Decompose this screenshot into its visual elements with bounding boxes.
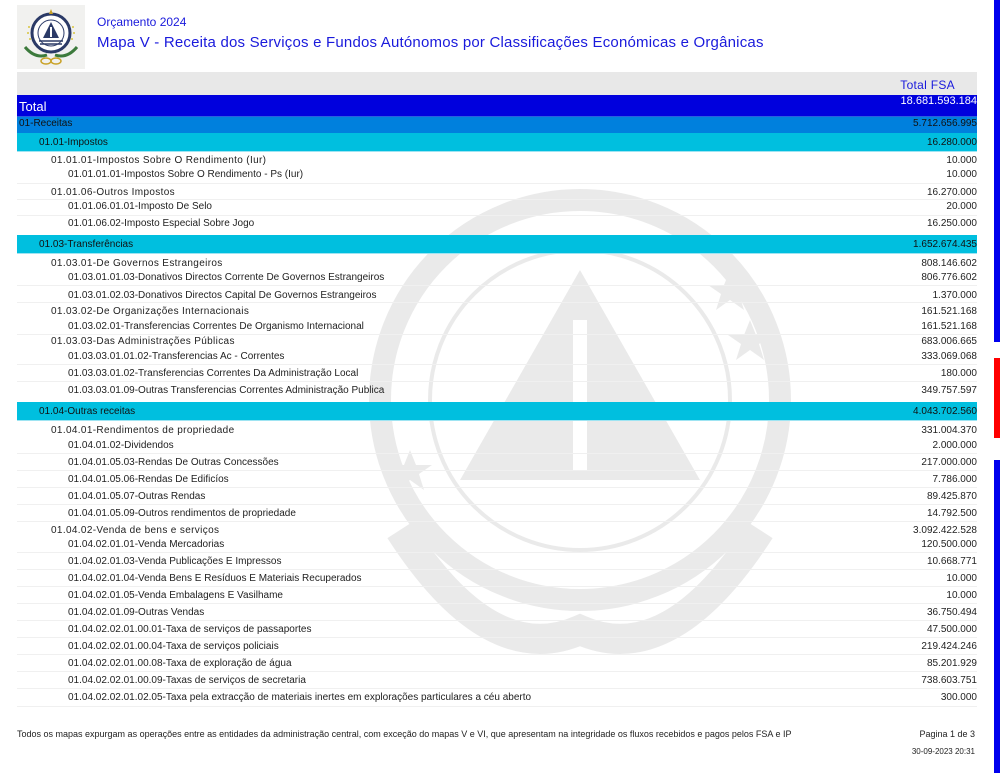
item-row: [17, 491, 977, 503]
item-row: [17, 607, 977, 619]
row-value: 47.500.000: [926, 624, 977, 635]
column-header-total-fsa: Total FSA: [900, 78, 955, 92]
row-divider: [17, 487, 977, 488]
row-label: 01.04.01.02-Dividendos: [68, 440, 174, 451]
row-value: 349.757.597: [921, 385, 977, 396]
report-subtitle: Orçamento 2024: [97, 15, 187, 29]
row-value: 7.786.000: [932, 474, 977, 485]
section-value: 1.652.674.435: [913, 239, 977, 250]
row-value: 10.668.771: [926, 556, 977, 567]
row-divider: [17, 199, 977, 200]
row-label: 01.04.01.05.09-Outros rendimentos de propriedade: [68, 508, 296, 519]
row-label: 01.04.02.02.01.02.05-Taxa pela extracção de materiais inertes em explorações particulares a céu aberto: [68, 692, 532, 703]
row-label: 01.04.02.01.01-Venda Mercadorias: [68, 539, 225, 550]
item-row: [17, 385, 977, 397]
section-row: [17, 133, 977, 152]
row-value: 180.000: [940, 368, 977, 379]
row-label: 01.03.01.01.03-Donativos Directos Corrente De Governos Estrangeiros: [68, 272, 385, 283]
row-value: 683.006.665: [921, 336, 977, 347]
row-label: 01.04.02.01.05-Venda Embalagens E Vasilhame: [68, 590, 283, 601]
row-value: 20.000: [946, 201, 977, 212]
row-value: 161.521.168: [921, 306, 977, 317]
row-label: 01.03.02.01-Transferencias Correntes De Organismo Internacional: [68, 321, 364, 332]
row-value: 10.000: [946, 590, 977, 601]
item-row: [17, 573, 977, 585]
row-divider: [17, 285, 977, 286]
row-label: 01.01.06.01.01-Imposto De Selo: [68, 201, 212, 212]
total-value: 18.681.593.184: [900, 95, 977, 107]
item-row: [17, 457, 977, 469]
group-row: [17, 258, 977, 270]
total-label: Total: [19, 99, 47, 114]
row-label: 01.04.02.02.01.00.09-Taxas de serviços de secretaria: [68, 675, 306, 686]
row-label: 01.04.01.05.07-Outras Rendas: [68, 491, 206, 502]
row-label: 01.03.03.01.02-Transferencias Correntes Da Administração Local: [68, 368, 359, 379]
row-divider: [17, 302, 977, 303]
total-row: [17, 95, 977, 116]
group-row: [17, 425, 977, 437]
row-label: 01.03.03.01.01.02-Transferencias Ac - Correntes: [68, 351, 285, 362]
row-value: 10.000: [946, 169, 977, 180]
row-divider: [17, 334, 977, 335]
row-value: 36.750.494: [926, 607, 977, 618]
item-row: [17, 201, 977, 213]
row-value: 10.000: [946, 155, 977, 166]
row-divider: [17, 586, 977, 587]
row-label: 01.04.02.02.01.00.01-Taxa de serviços de passaportes: [68, 624, 312, 635]
row-divider: [17, 453, 977, 454]
row-value: 16.250.000: [926, 218, 977, 229]
row-divider: [17, 381, 977, 382]
group-row: [17, 525, 977, 537]
item-row: [17, 658, 977, 670]
row-label: 01.03.03-Das Administrações Públicas: [51, 336, 235, 347]
row-divider: [17, 364, 977, 365]
row-divider: [17, 504, 977, 505]
row-value: 300.000: [940, 692, 977, 703]
timestamp: 30-09-2023 20:31: [911, 747, 975, 756]
section-value: 16.280.000: [926, 137, 977, 148]
row-label: 01.04.01.05.06-Rendas De Edificíos: [68, 474, 229, 485]
item-row: [17, 368, 977, 380]
row-value: 333.069.068: [921, 351, 977, 362]
row-label: 01.04.02.02.01.00.08-Taxa de exploração de água: [68, 658, 292, 669]
row-value: 16.270.000: [926, 187, 977, 198]
row-label: 01.04.02.02.01.00.04-Taxa de serviços policiais: [68, 641, 279, 652]
row-divider: [17, 654, 977, 655]
coat-of-arms-icon: [17, 5, 85, 69]
row-value: 89.425.870: [926, 491, 977, 502]
edge-bar-blue-bottom: [994, 460, 1000, 773]
edge-bar-blue-top: [994, 0, 1000, 342]
row-value: 808.146.602: [921, 258, 977, 269]
row-value: 219.424.246: [921, 641, 977, 652]
item-row: [17, 641, 977, 653]
row-value: 10.000: [946, 573, 977, 584]
row-divider: [17, 637, 977, 638]
coat-of-arms-logo: [17, 5, 85, 69]
row-label: 01.03.03.01.09-Outras Transferencias Correntes Administração Publica: [68, 385, 385, 396]
item-row: [17, 624, 977, 636]
section-label: 01.03-Transferências: [39, 239, 134, 250]
row-label: 01.01.06.02-Imposto Especial Sobre Jogo: [68, 218, 255, 229]
item-row: [17, 321, 977, 333]
row-divider: [17, 215, 977, 216]
report-title: Mapa V - Receita dos Serviços e Fundos Autónomos por Classificações Económicas e Orgânicas: [97, 34, 764, 51]
page-number: Pagina 1 de 3: [919, 729, 975, 739]
item-row: [17, 474, 977, 486]
item-row: [17, 440, 977, 452]
receitas-value: 5.712.656.995: [913, 118, 977, 129]
row-divider: [17, 569, 977, 570]
row-divider: [17, 183, 977, 184]
row-value: 14.792.500: [926, 508, 977, 519]
row-value: 2.000.000: [932, 440, 977, 451]
row-label: 01.01.06-Outros Impostos: [51, 187, 176, 198]
footnote: Todos os mapas expurgam as operações entre as entidades da administração central, com exceção do mapas V e VI, que apresentam na integridade os fluxos recebidos e pagos pelos FSA e IP: [17, 729, 792, 739]
section-value: 4.043.702.560: [913, 406, 977, 417]
table-header: [17, 72, 977, 95]
section-label: 01.01-Impostos: [39, 137, 108, 148]
section-row: [17, 235, 977, 254]
row-value: 120.500.000: [921, 539, 977, 550]
section-label: 01.04-Outras receitas: [39, 406, 136, 417]
item-row: [17, 272, 977, 284]
row-value: 331.004.370: [921, 425, 977, 436]
item-row: [17, 290, 977, 302]
row-value: 1.370.000: [932, 290, 977, 301]
row-label: 01.04.02.01.09-Outras Vendas: [68, 607, 205, 618]
section-row: [17, 402, 977, 421]
row-label: 01.04.02.01.03-Venda Publicações E Impressos: [68, 556, 282, 567]
item-row: [17, 590, 977, 602]
receitas-row: [17, 116, 977, 133]
row-divider: [17, 706, 977, 707]
row-divider: [17, 620, 977, 621]
row-value: 3.092.422.528: [913, 525, 977, 536]
edge-bar-red: [994, 358, 1000, 438]
group-row: [17, 155, 977, 167]
item-row: [17, 218, 977, 230]
row-label: 01.01.01-Impostos Sobre O Rendimento (Iur): [51, 155, 267, 166]
item-row: [17, 692, 977, 704]
item-row: [17, 508, 977, 520]
row-value: 806.776.602: [921, 272, 977, 283]
row-value: 161.521.168: [921, 321, 977, 332]
group-row: [17, 336, 977, 348]
item-row: [17, 351, 977, 363]
item-row: [17, 539, 977, 551]
row-value: 738.603.751: [921, 675, 977, 686]
row-divider: [17, 671, 977, 672]
row-label: 01.04.02.01.04-Venda Bens E Resíduos E Materiais Recuperados: [68, 573, 362, 584]
row-value: 217.000.000: [921, 457, 977, 468]
row-divider: [17, 521, 977, 522]
item-row: [17, 675, 977, 687]
row-label: 01.03.02-De Organizações Internacionais: [51, 306, 250, 317]
receitas-label: 01-Receitas: [19, 118, 73, 129]
row-divider: [17, 603, 977, 604]
row-label: 01.03.01-De Governos Estrangeiros: [51, 258, 223, 269]
row-label: 01.04.02-Venda de bens e serviços: [51, 525, 220, 536]
row-value: 85.201.929: [926, 658, 977, 669]
group-row: [17, 187, 977, 199]
row-divider: [17, 688, 977, 689]
group-row: [17, 306, 977, 318]
row-label: 01.01.01.01-Impostos Sobre O Rendimento - Ps (Iur): [68, 169, 304, 180]
row-label: 01.03.01.02.03-Donativos Directos Capital De Governos Estrangeiros: [68, 290, 377, 301]
row-divider: [17, 470, 977, 471]
row-label: 01.04.01-Rendimentos de propriedade: [51, 425, 235, 436]
item-row: [17, 169, 977, 181]
item-row: [17, 556, 977, 568]
row-divider: [17, 552, 977, 553]
row-label: 01.04.01.05.03-Rendas De Outras Concessões: [68, 457, 279, 468]
